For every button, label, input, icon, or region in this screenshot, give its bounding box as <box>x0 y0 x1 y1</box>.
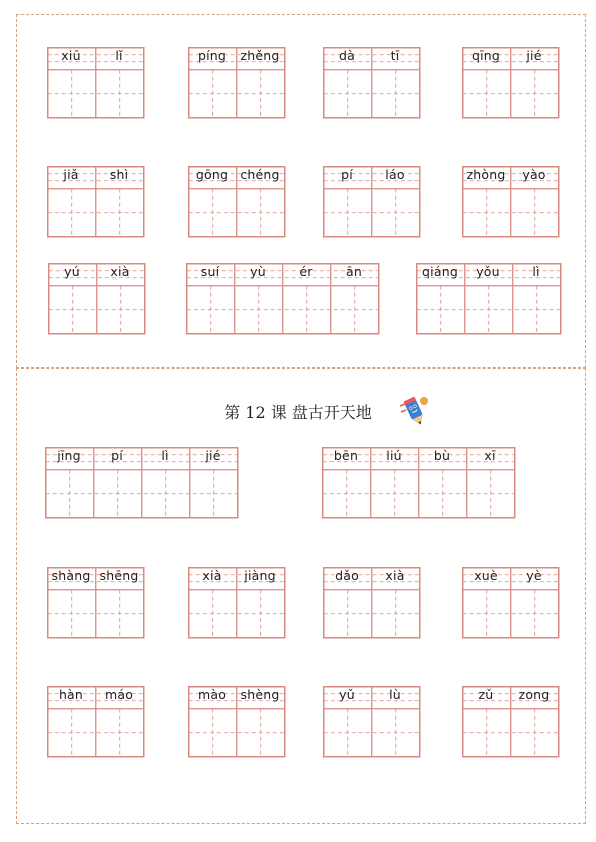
pinyin-syllable: zhòng <box>466 167 506 182</box>
lesson-title: 第 12 课 盘古开天地 <box>224 403 372 422</box>
pinyin-syllable: shàng <box>51 568 91 583</box>
pinyin-syllable: xià <box>110 264 130 279</box>
pinyin-syllable: yǒu <box>476 264 500 279</box>
pinyin-syllable: shì <box>109 167 129 182</box>
writing-block <box>323 686 419 756</box>
pinyin-syllable: jiàng <box>244 568 276 583</box>
pinyin-syllable: máo <box>104 687 134 702</box>
pinyin-syllable: gōng <box>195 167 229 182</box>
pinyin-syllable: láo <box>385 167 405 182</box>
pinyin-syllable: yú <box>64 264 80 279</box>
pinyin-syllable: qiáng <box>422 264 458 279</box>
pinyin-syllable: zhěng <box>240 48 280 63</box>
writing-block <box>323 47 419 117</box>
writing-block <box>188 47 284 117</box>
pinyin-syllable: lù <box>389 687 401 702</box>
pinyin-syllable: lì <box>161 448 169 463</box>
pinyin-syllable: zǔ <box>478 687 494 702</box>
pinyin-syllable: shēng <box>99 568 139 583</box>
writing-block <box>323 166 419 236</box>
pinyin-syllable: xià <box>385 568 405 583</box>
pinyin-syllable: tī <box>390 48 400 63</box>
pinyin-syllable: chéng <box>240 167 280 182</box>
writing-block <box>48 263 144 333</box>
pinyin-syllable: dà <box>339 48 355 63</box>
pinyin-syllable: xià <box>202 568 222 583</box>
pinyin-syllable: xiū <box>61 48 81 63</box>
pinyin-syllable: jīng <box>57 448 81 463</box>
pinyin-syllable: mào <box>197 687 227 702</box>
pinyin-syllable: xuè <box>474 568 498 583</box>
pencil-mascot-icon <box>396 392 432 428</box>
pinyin-syllable: suí <box>200 264 220 279</box>
pinyin-syllable: ér <box>299 264 313 279</box>
writing-block <box>462 686 558 756</box>
pinyin-syllable: bēn <box>333 448 359 463</box>
writing-block <box>462 166 558 236</box>
writing-block <box>188 686 284 756</box>
pinyin-syllable: hàn <box>58 687 84 702</box>
pinyin-syllable: lì <box>532 264 540 279</box>
writing-block <box>322 447 514 517</box>
pinyin-syllable: pí <box>341 167 353 182</box>
pinyin-syllable: píng <box>197 48 227 63</box>
pinyin-syllable: dǎo <box>335 568 359 583</box>
writing-block <box>462 47 558 117</box>
writing-block <box>47 166 143 236</box>
pinyin-syllable: lǐ <box>115 48 123 63</box>
pinyin-syllable: pí <box>111 448 123 463</box>
pinyin-syllable: jiǎ <box>63 167 79 182</box>
pinyin-syllable: bù <box>433 448 451 463</box>
writing-block <box>47 567 143 637</box>
writing-block <box>188 166 284 236</box>
pinyin-syllable: shèng <box>240 687 280 702</box>
writing-block <box>47 686 143 756</box>
writing-block <box>323 567 419 637</box>
pinyin-syllable: yǔ <box>339 687 355 702</box>
writing-block <box>47 47 143 117</box>
pinyin-syllable: qīng <box>471 48 501 63</box>
pinyin-syllable: jié <box>205 448 221 463</box>
pinyin-syllable: yè <box>526 568 542 583</box>
pinyin-syllable: jié <box>526 48 542 63</box>
pinyin-syllable: ān <box>346 264 362 279</box>
pinyin-syllable: yù <box>250 264 266 279</box>
pinyin-syllable: liú <box>386 448 402 463</box>
writing-block <box>188 567 284 637</box>
writing-block <box>416 263 560 333</box>
writing-block <box>186 263 378 333</box>
writing-block <box>45 447 237 517</box>
writing-block <box>462 567 558 637</box>
pinyin-syllable: zong <box>518 687 550 702</box>
pinyin-syllable: yào <box>522 167 546 182</box>
pinyin-syllable: xī <box>484 448 496 463</box>
